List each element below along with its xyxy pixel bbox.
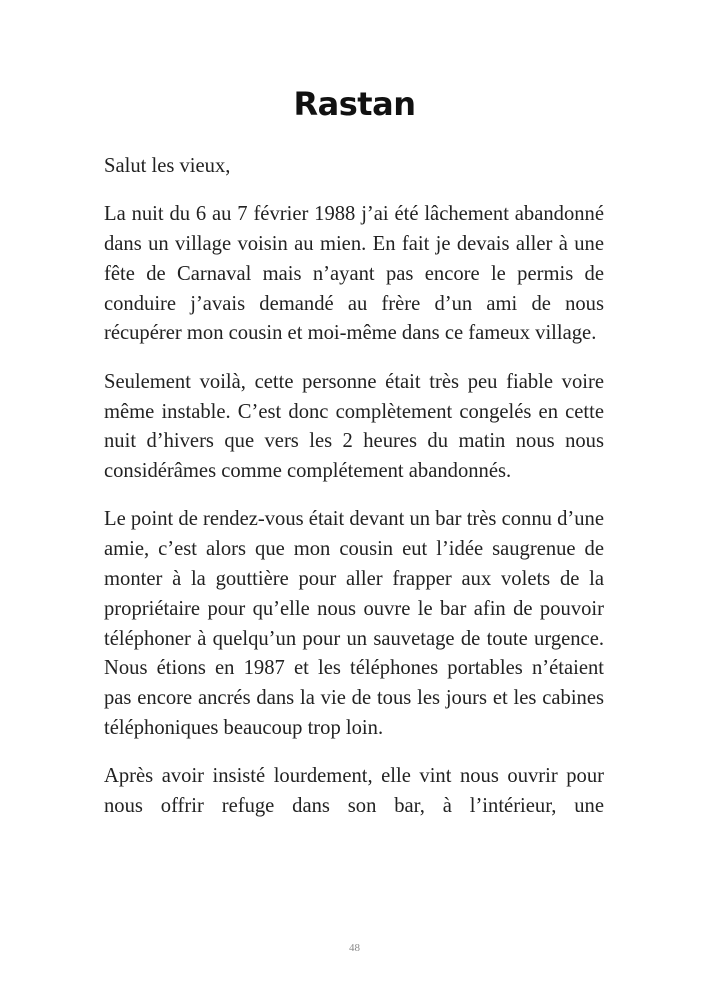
page-number: 48 [349, 942, 360, 954]
paragraph-greeting: Salut les vieux, [104, 155, 231, 177]
paragraph-3: Le point de rendez-vous était devant un bar très connu d’une amie, c’est alors que mon cousin eut l’idée saugrenue de monter à la gouttière pour aller frapper aux volets de la propriétaire pour qu’elle nous ouvre le bar afin de pouvoir téléphoner à quelqu’un pour un sauvetage de toute urgence. Nous étions en 1987 et les téléphones portables n’étaient pas encore ancrés dans la vie de tous les jours et les cabines téléphoniques beaucoup trop loin. [104, 508, 604, 740]
page-title: Rastan [293, 85, 416, 123]
paragraph-2: Seulement voilà, cette personne était très peu fiable voire même instable. C’est donc complètement congelés en cette nuit d’hivers que vers les 2 heures du matin nous nous considérâmes comme complétement abandonnés. [104, 370, 604, 483]
paragraph-1: La nuit du 6 au 7 février 1988 j’ai été lâchement abandonné dans un village voisin au mien. En fait je devais aller à une fête de Carnaval mais n’ayant pas encore le permis de conduire j’avais demandé au frère d’un ami de nous récupérer mon cousin et moi-même dans ce fameux village. [104, 203, 604, 345]
paragraph-4: Après avoir insisté lourdement, elle vint nous ouvrir pour nous offrir refuge dans son bar, à l’intérieur, une [104, 765, 604, 818]
body-text [104, 152, 604, 840]
